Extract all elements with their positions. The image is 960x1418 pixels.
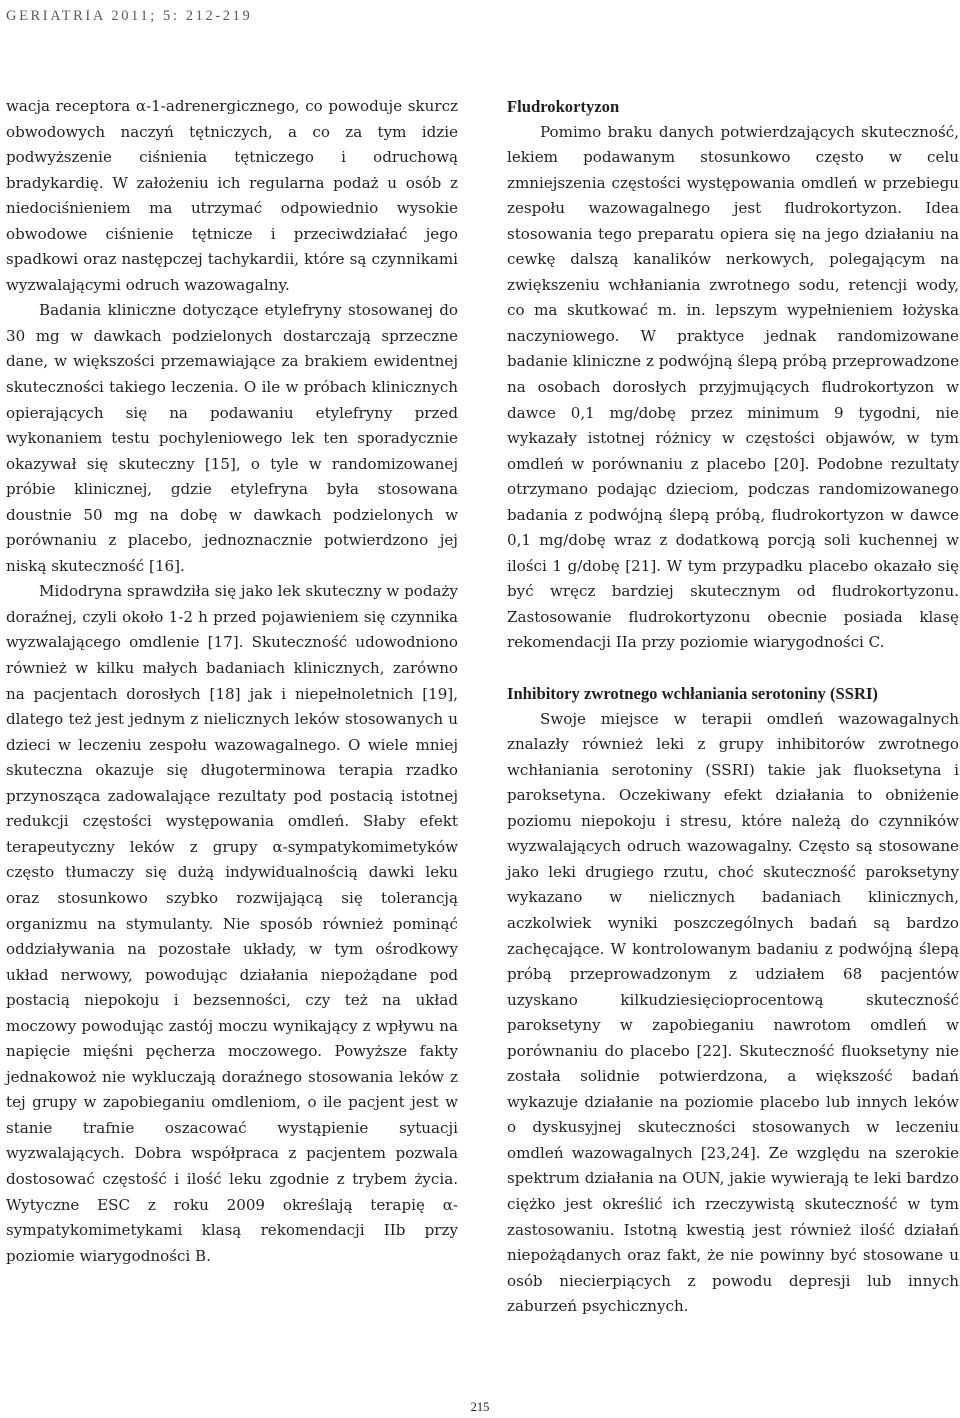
right-column bbox=[507, 94, 959, 1320]
paragraph-etylefryna-intro: wacja receptora α-1-adrenergicznego, co powoduje skurcz obwodowych naczyń tętniczych, a co za tym idzie podwyższenie ciśnienia tętniczego i odruchową bradykardię. W założeniu ich regularna podaż u osób z niedociśnieniem ma utrzymać odpowiednio wysokie obwodowe ciśnienie tętnicze i przeciwdziałać jego spadkowi oraz następczej tachykardii, które są czynnikami wyzwalającymi odruch wazowagalny. bbox=[6, 97, 458, 294]
left-column bbox=[6, 94, 458, 1269]
section-heading-fludrokortyzon: Fludrokortyzon bbox=[507, 97, 620, 116]
paragraph-etylefryna-studies: Badania kliniczne dotyczące etylefryny stosowanej do 30 mg w dawkach podzielonych dostarczają sprzeczne dane, w większości przemawiające za brakiem ewidentnej skuteczności takiego leczenia. O ile w próbach klinicznych opierających się na podawaniu etylefryny przed wykonaniem testu pochyleniowego lek ten sporadycznie okazywał się skuteczny [15], o tyle w randomizowanej próbie klinicznej, gdzie etylefryna była stosowana doustnie 50 mg na dobę w dawkach podzielonych w porównaniu z placebo, jednoznacznie potwierdzono jej niską skuteczność [16]. bbox=[6, 301, 458, 575]
paragraph-midodryna: Midodryna sprawdziła się jako lek skuteczny w podaży doraźnej, czyli około 1-2 h przed pojawieniem się czynnika wyzwalającego omdlenie [17]. Skuteczność udowodniono również w kilku małych badaniach klinicznych, zarówno na pacjentach dorosłych [18] jak i niepełnoletnich [19], dlatego też jest jednym z nielicznych leków stosowanych u dzieci w leczeniu zespołu wazowagalnego. O wiele mniej skuteczna okazuje się długoterminowa terapia rzadko przynosząca zadowalające rezultaty pod postacią istotnej redukcji częstości występowania omdleń. Słaby efekt terapeutyczny leków z grupy α-sympatykomimetyków często tłumaczy się dużą indywidualnością dawki leku oraz stosunkowo szybko rozwijającą się tolerancją organizmu na stymulanty. Nie sposób również pominąć oddziaływania na pozostałe układy, w tym ośrodkowy układ nerwowy, powodując działania niepożądane pod postacią niepokoju i bezsenności, czy też na układ moczowy powodując zastój moczu wynikający z wpływu na napięcie mięśni pęcherza moczowego. Powyższe fakty jednakowoż nie wykluczają doraźnego stosowania leków z tej grupy w zapobieganiu omdleniom, o ile pacjent jest w stanie trafnie oszacować wystąpienie sytuacji wyzwalających. Dobra współpraca z pacjentem pozwala dostosować częstość i ilość leku zgodnie z trybem życia. Wytyczne ESC z roku 2009 określają terapię α-sympatykomimetykami klasą rekomendacji IIb przy poziomie wiarygodności B. bbox=[6, 582, 459, 1265]
section-heading-ssri: Inhibitory zwrotnego wchłaniania serotoniny (SSRI) bbox=[507, 684, 878, 704]
paragraph-fludrokortyzon: Pomimo braku danych potwierdzających skuteczność, lekiem podawanym stosunkowo często w celu zmniejszenia częstości występowania omdleń w przebiegu zespołu wazowagalnego jest fludrokortyzon. Idea stosowania tego preparatu opiera się na jego działaniu na cewkę dalszą kanalików nerkowych, polegającym na zwiększeniu wchłaniania zwrotnego sodu, retencji wody, co ma skutkować m. in. lepszym wypełnieniem łożyska naczyniowego. W praktyce jednak randomizowane badanie kliniczne z podwójną ślepą próbą przeprowadzone na osobach dorosłych przyjmujących fludrokortyzon w dawce 0,1 mg/dobę przez minimum 9 tygodni, nie wykazały istotnej różnicy w częstości objawów, w tym omdleń w porównaniu z placebo [20]. Podobne rezultaty otrzymano podając dzieciom, podczas randomizowanego badania z podwójną ślepą próbą, fludrokortyzon w dawce 0,1 mg/dobę wraz z dodatkową porcją soli kuchennej w ilości 1 g/dobę [21]. W tym przypadku placebo okazało się być wręcz bardziej skutecznym od fludrokortyzonu. Zastosowanie fludrokortyzonu obecnie posiada klasę rekomendacji IIa przy poziomie wiarygodności C. bbox=[507, 122, 959, 652]
paragraph-ssri: Swoje miejsce w terapii omdleń wazowagalnych znalazły również leki z grupy inhibitorów zwrotnego wchłaniania serotoniny (SSRI) takie jak fluoksetyna i paroksetyna. Oczekiwany efekt działania to obniżenie poziomu niepokoju i stresu, które należą do czynników wyzwalających odruch wazowagalny. Często są stosowane jako leki drugiego rzutu, choć skuteczność paroksetyny wykazano w nielicznych badaniach klinicznych, aczkolwiek wyniki poszczególnych badań są bardzo zachęcające. W kontrolowanym badaniu z podwójną ślepą próbą przeprowadzonym z udziałem 68 pacjentów uzyskano kilkudziesięcioprocentową skuteczność paroksetyny w zapobieganiu nawrotom omdleń w porównaniu do placebo [22]. Skuteczność fluoksetyny nie została solidnie potwierdzona, a większość badań wykazuje działanie na poziomie placebo lub innych leków o dyskusyjnej skuteczności stosowanych w leczeniu omdleń wazowagalnych [23,24]. Ze względu na szerokie spektrum działania na OUN, jakie wywierają te leki bardzo ciężko jest określić ich rzeczywistą skuteczność w tym zastosowaniu. Istotną kwestią jest również ilość działań niepożądanych oraz fakt, że nie powinny być stosowane u osób niecierpiących z powodu depresji lub innych zaburzeń psychicznych. bbox=[507, 709, 959, 1316]
running-header: GERIATRIA 2011; 5: 212-219 bbox=[6, 8, 253, 24]
page-number: 215 bbox=[470, 1400, 490, 1414]
